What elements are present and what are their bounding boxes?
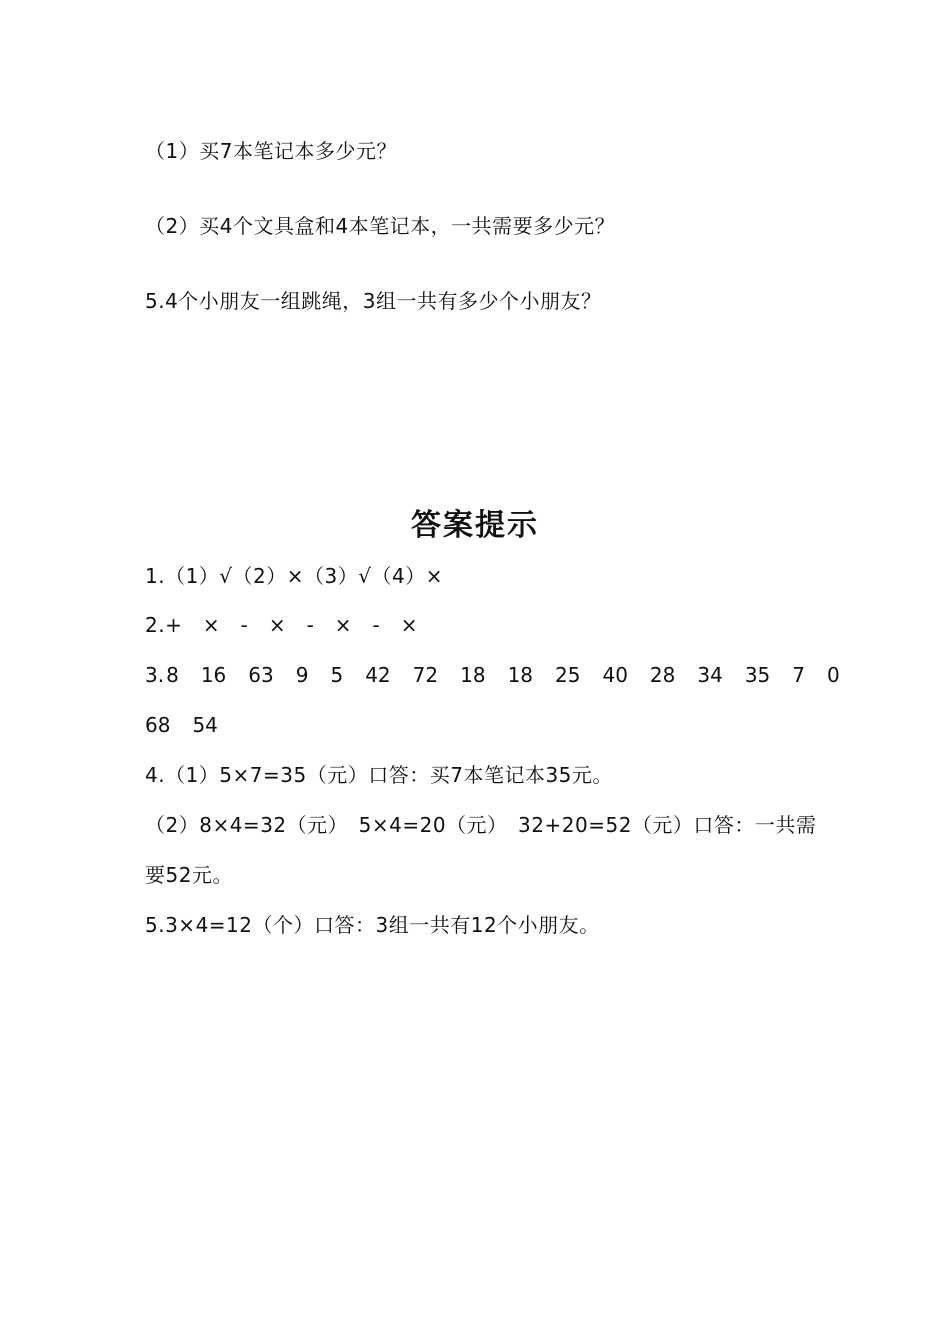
answer-3-value: 0: [827, 663, 840, 687]
answer-3-value: 5: [330, 663, 344, 687]
answer-2: 2.+ × - × - × - ×: [145, 613, 419, 637]
answer-4-part-1: 4.（1）5×7=35（元）口答：买7本笔记本35元。: [145, 763, 613, 787]
answer-3-value: 34: [697, 663, 723, 687]
answer-3-row-1: [145, 661, 862, 689]
answer-3-value: 18: [460, 663, 486, 687]
answer-4-part-2-line-1: （2）8×4=32（元） 5×4=20（元） 32+20=52（元）口答：一共需: [145, 813, 817, 837]
answer-4-part-2-line-2: 要52元。: [145, 863, 233, 887]
answer-1: 1.（1）√（2）×（3）√（4）×: [145, 564, 443, 588]
answer-3-value: 72: [412, 663, 439, 687]
answer-3-value: 28: [649, 663, 676, 687]
answer-3-value: 42: [365, 663, 391, 687]
answer-3-value: 18: [507, 663, 534, 687]
answer-3-value: 68: [145, 713, 171, 737]
answer-3-value: 16: [200, 663, 227, 687]
answer-3-value: 35: [744, 663, 771, 687]
question-4-part-1: （1）买7本笔记本多少元？: [145, 139, 397, 163]
answer-3-value: 7: [792, 663, 806, 687]
question-4-part-2: （2）买4个文具盒和4本笔记本，一共需要多少元？: [145, 214, 616, 238]
answer-5: 5.3×4=12（个）口答：3组一共有12个小朋友。: [145, 913, 600, 937]
answer-3-value: 9: [295, 663, 309, 687]
answer-3-value: 63: [248, 663, 274, 687]
answer-3-value: 40: [602, 663, 628, 687]
answer-3-row-2: [145, 711, 240, 739]
answer-3-value: 25: [555, 663, 581, 687]
answer-3-value: 8: [166, 663, 179, 687]
answer-3-value: 54: [192, 713, 218, 737]
question-5: 5.4个小朋友一组跳绳，3组一共有多少个小朋友？: [145, 289, 602, 313]
answers-title: 答案提示: [411, 508, 539, 543]
answer-3-prefix: 3.: [145, 663, 165, 687]
